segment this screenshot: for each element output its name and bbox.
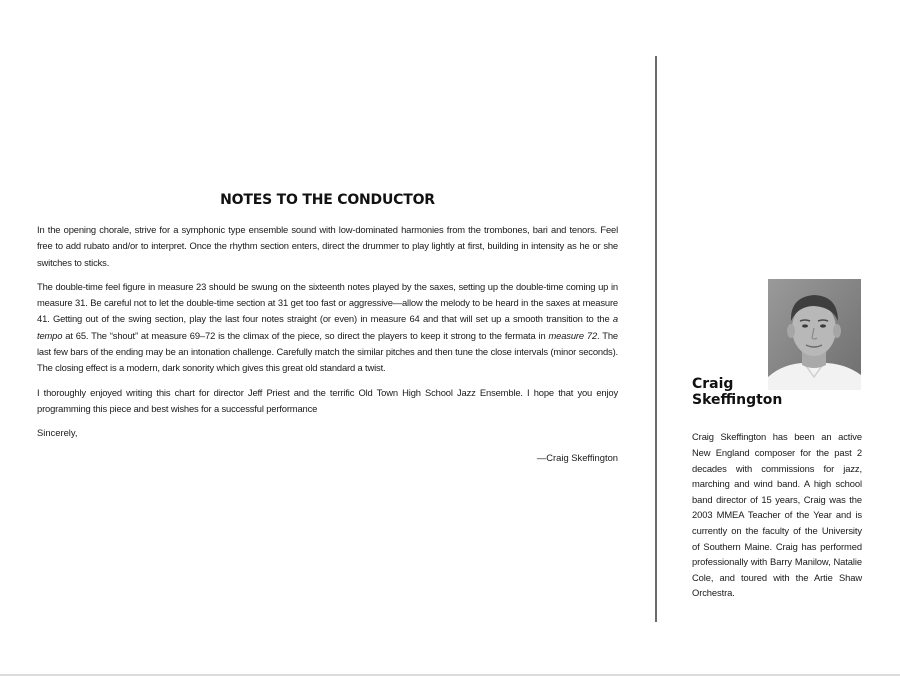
notes-paragraph-3: I thoroughly enjoyed writing this chart for director Jeff Priest and the terrific Old Town High School Jazz Ensemble. I hope that you enjoy programming this piece and best wishes for a successful performance <box>37 386 618 414</box>
composer-name <box>692 376 842 408</box>
composer-last-name: Skeffington <box>692 392 783 408</box>
notes-paragraph-1: In the opening chorale, strive for a symphonic type ensemble sound with low-dominated harmonies from the trombones, bari and tenors. Feel free to add rubato and/or to interpret. Once the rhythm section enters, direct the drummer to play lightly at first, building in intensity as he or she switches to sticks. <box>37 224 618 268</box>
conductor-notes <box>37 192 618 466</box>
page-title: NOTES TO THE CONDUCTOR <box>220 192 435 208</box>
signoff: Sincerely, <box>37 427 78 439</box>
composer-portrait-image <box>768 279 861 390</box>
notes-paragraph-2-part-a: The double-time feel figure in measure 23 should be swung on the sixteenth notes played by the saxes, setting up the double-time coming up in measure 31. Be careful not to let the double-time section at 31 get too fast or aggressive—allow the melody to be heard in the saxes at measure 41. Getting out of the swing section, play the last four notes straight (or even) in measure 64 and that will set up a smooth transition to the <box>37 280 618 325</box>
measure-72-term: measure 72 <box>548 329 598 341</box>
composer-first-name: Craig <box>692 376 734 392</box>
notes-paragraph-2 <box>37 279 618 377</box>
composer-photo <box>768 279 861 390</box>
notes-paragraph-2-part-c: . The last few bars of the ending may be an intonation challenge. Carefully match the similar pitches and then tune the close intervals (minor seconds). The closing effect is a modern, dark sonority which gives this great old standard a twist. <box>37 329 618 374</box>
composer-bio: Craig Skeffington has been an active New England composer for the past 2 decades with commissions for jazz, marching and wind band. A high school band director of 15 years, Craig was the 2003 MMEA Teacher of the Year and is currently on the faculty of the University of Southern Maine. Craig has performed professionally with Barry Manilow, Natalie Cole, and toured with the Artie Shaw Orchestra. <box>692 431 862 599</box>
column-divider <box>655 56 657 622</box>
notes-paragraph-2-part-b: at 65. The “shout” at measure 69–72 is the climax of the piece, so direct the players to keep it strong to the fermata in <box>62 329 549 341</box>
a-tempo-term: a tempo <box>37 313 618 341</box>
signature: —Craig Skeffington <box>536 452 618 464</box>
